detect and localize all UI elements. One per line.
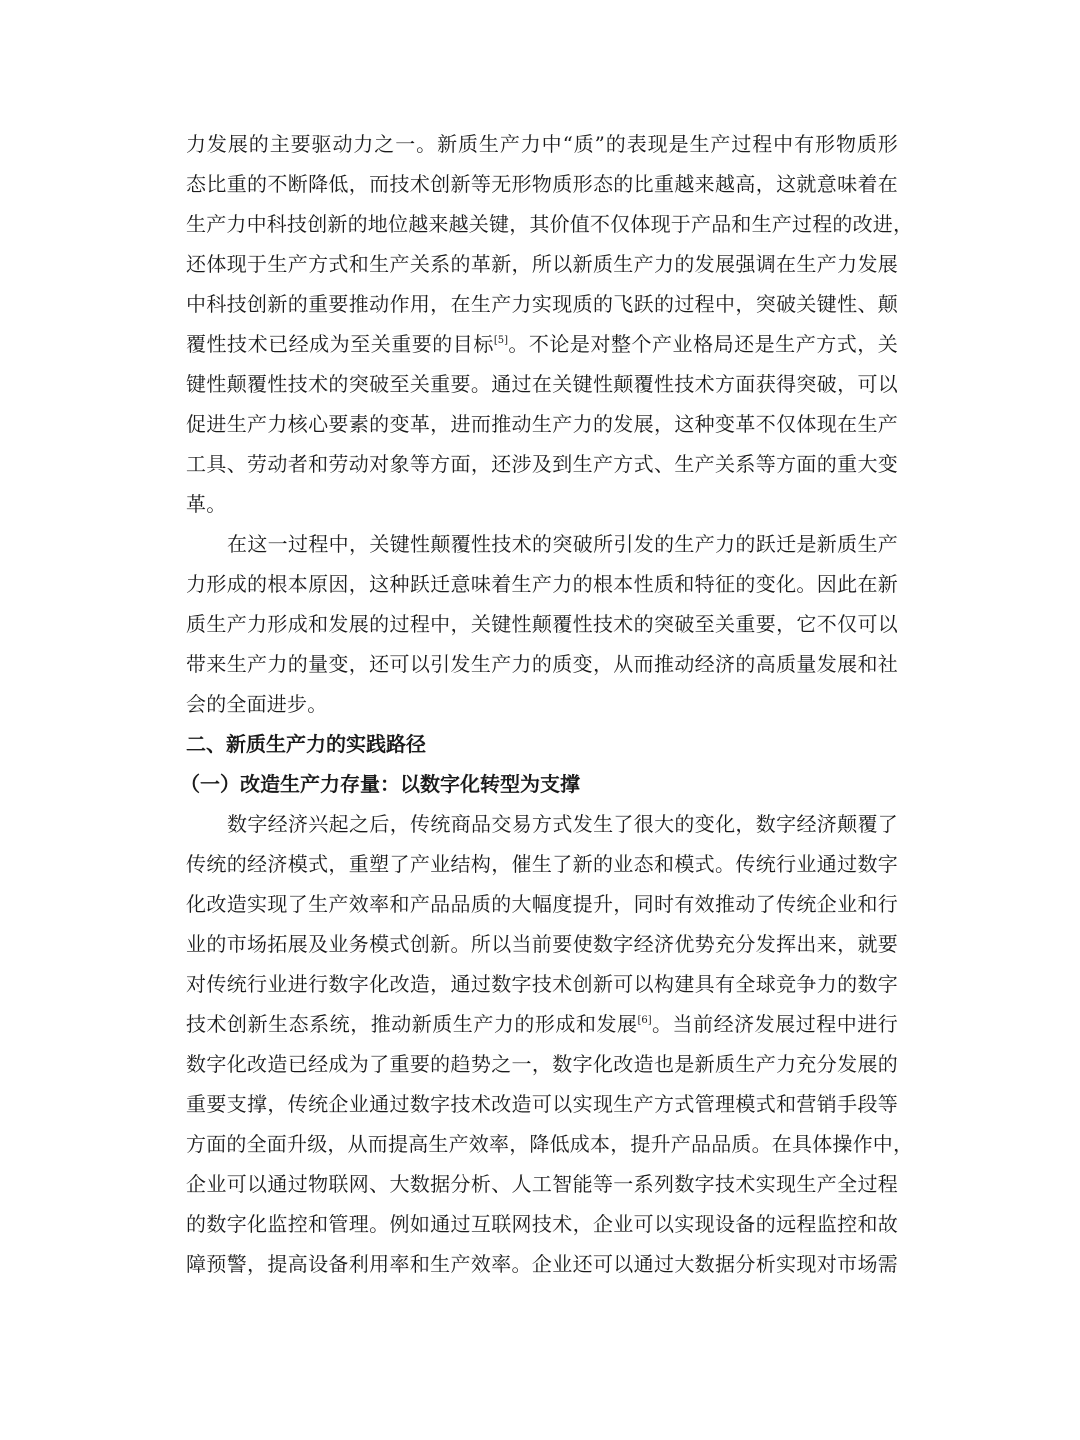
paragraph-1 bbox=[186, 124, 914, 524]
text-line: 态比重的不断降低，而技术创新等无形物质形态的比重越来越高，这就意味着在 bbox=[186, 172, 898, 196]
text-line: 化改造实现了生产效率和产品品质的大幅度提升，同时有效推动了传统企业和行 bbox=[186, 892, 898, 916]
text-segment: 覆性技术已经成为至关重要的目标 bbox=[186, 332, 494, 356]
text-line: 企业可以通过物联网、大数据分析、人工智能等一系列数字技术实现生产全过程 bbox=[186, 1172, 898, 1196]
citation-ref: [6] bbox=[637, 1015, 652, 1026]
subsection-heading: （一）改造生产力存量：以数字化转型为支撑 bbox=[180, 772, 580, 796]
text-line: 传统的经济模式，重塑了产业结构，催生了新的业态和模式。传统行业通过数字 bbox=[186, 852, 898, 876]
text-line: 数字化改造已经成为了重要的趋势之一，数字化改造也是新质生产力充分发展的 bbox=[186, 1052, 898, 1076]
text-line bbox=[186, 1004, 898, 1044]
text-line: 还体现于生产方式和生产关系的革新，所以新质生产力的发展强调在生产力发展 bbox=[186, 252, 898, 276]
section-heading: 二、新质生产力的实践路径 bbox=[186, 732, 426, 756]
text-line: 在这一过程中，关键性颠覆性技术的突破所引发的生产力的跃迁是新质生产 bbox=[227, 532, 898, 556]
text-line: 障预警，提高设备利用率和生产效率。企业还可以通过大数据分析实现对市场需 bbox=[186, 1252, 898, 1276]
text-segment: 。不论是对整个产业格局还是生产方式，关 bbox=[508, 332, 898, 356]
text-line: 促进生产力核心要素的变革，进而推动生产力的发展，这种变革不仅体现在生产 bbox=[186, 412, 898, 436]
text-line: 重要支撑，传统企业通过数字技术改造可以实现生产方式管理模式和营销手段等 bbox=[186, 1092, 898, 1116]
text-line: 带来生产力的量变，还可以引发生产力的质变，从而推动经济的高质量发展和社 bbox=[186, 652, 898, 676]
paragraph-2 bbox=[186, 524, 898, 724]
text-line: 质生产力形成和发展的过程中，关键性颠覆性技术的突破至关重要，它不仅可以 bbox=[186, 612, 898, 636]
text-line bbox=[186, 324, 898, 364]
text-line: 生产力中科技创新的地位越来越关键，其价值不仅体现于产品和生产过程的改进， bbox=[186, 212, 914, 236]
text-line: 力形成的根本原因，这种跃迁意味着生产力的根本性质和特征的变化。因此在新 bbox=[186, 572, 898, 596]
text-line: 键性颠覆性技术的突破至关重要。通过在关键性颠覆性技术方面获得突破，可以 bbox=[186, 372, 898, 396]
text-line: 工具、劳动者和劳动对象等方面，还涉及到生产方式、生产关系等方面的重大变 bbox=[186, 452, 898, 476]
text-line: 革。 bbox=[186, 492, 227, 516]
document-page bbox=[180, 124, 914, 1284]
text-line: 的数字化监控和管理。例如通过互联网技术，企业可以实现设备的远程监控和故 bbox=[186, 1212, 898, 1236]
text-line: 会的全面进步。 bbox=[186, 692, 328, 716]
text-line: 中科技创新的重要推动作用，在生产力实现质的飞跃的过程中，突破关键性、颠 bbox=[186, 292, 898, 316]
text-segment: 。当前经济发展过程中进行 bbox=[651, 1012, 898, 1036]
text-line: 方面的全面升级，从而提高生产效率，降低成本，提升产品品质。在具体操作中， bbox=[186, 1132, 914, 1156]
text-line: 对传统行业进行数字化改造，通过数字技术创新可以构建具有全球竞争力的数字 bbox=[186, 972, 898, 996]
citation-ref: [5] bbox=[493, 335, 509, 346]
text-line: 力发展的主要驱动力之一。新质生产力中“质”的表现是生产过程中有形物质形 bbox=[186, 132, 898, 156]
text-line: 数字经济兴起之后，传统商品交易方式发生了很大的变化，数字经济颠覆了 bbox=[227, 812, 898, 836]
paragraph-3 bbox=[186, 804, 914, 1284]
text-line: 业的市场拓展及业务模式创新。所以当前要使数字经济优势充分发挥出来，就要 bbox=[186, 932, 898, 956]
text-segment: 技术创新生态系统，推动新质生产力的形成和发展 bbox=[186, 1012, 638, 1036]
